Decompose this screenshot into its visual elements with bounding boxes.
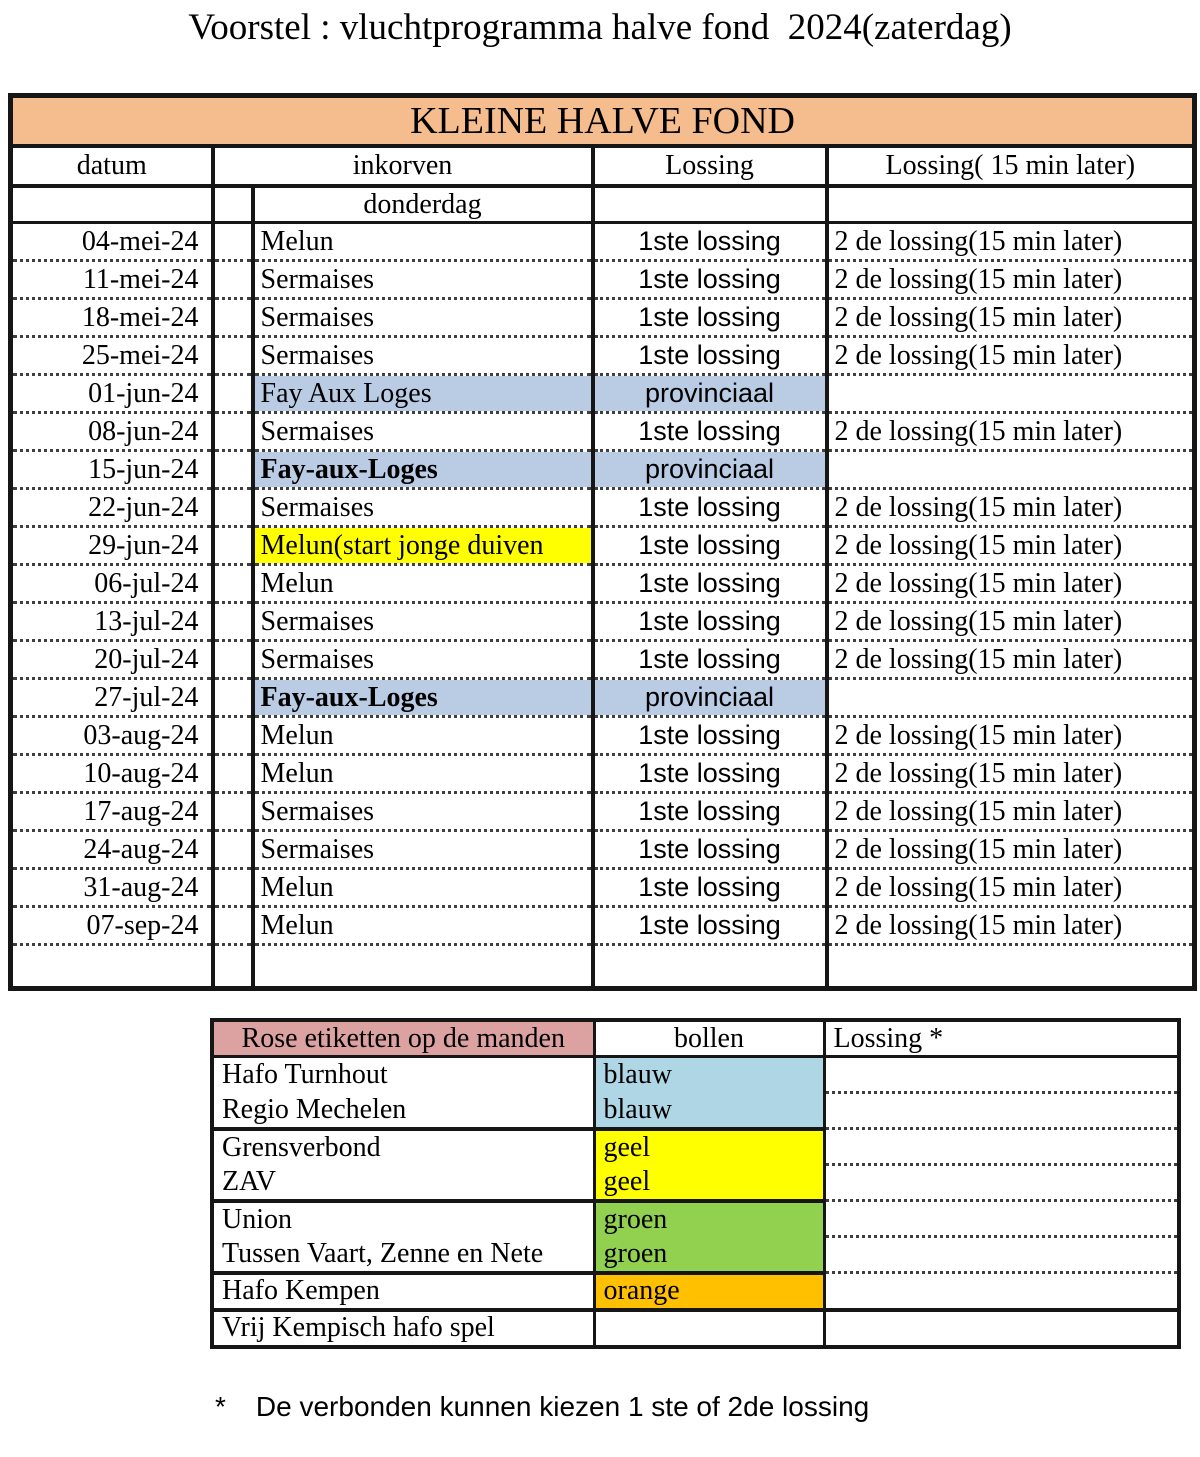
bol-cell: geel [594, 1165, 824, 1201]
lossing-cell [824, 1129, 1179, 1165]
bol-cell: groen [594, 1201, 824, 1237]
flight-row [11, 869, 1195, 907]
date-cell: 24-aug-24 [11, 831, 213, 869]
club-cell: Grensverbond [212, 1129, 594, 1165]
lossing-cell [824, 1093, 1179, 1129]
date-cell: 25-mei-24 [11, 337, 213, 375]
basketing-cell: Melun [253, 907, 593, 945]
lossing-cell [824, 1165, 1179, 1201]
release-later-cell: 2 de lossing(15 min later) [827, 831, 1195, 869]
legend-row [212, 1165, 1179, 1201]
basketing-cell: Sermaises [253, 299, 593, 337]
spacer-cell [213, 299, 253, 337]
date-cell: 20-jul-24 [11, 641, 213, 679]
flight-row [11, 527, 1195, 565]
footnote-text: De verbonden kunnen kiezen 1 ste of 2de lossing [255, 1390, 870, 1422]
document-title: Voorstel : vluchtprogramma halve fond 2024(zaterdag) [188, 7, 1012, 48]
basketing-cell: Fay Aux Loges [253, 375, 593, 413]
flight-row [11, 603, 1195, 641]
legend-row [212, 1237, 1179, 1273]
spacer-cell [213, 565, 253, 603]
spacer-cell [213, 451, 253, 489]
basketing-cell [253, 945, 593, 989]
basketing-cell: Fay-aux-Loges [253, 679, 593, 717]
legend-row [212, 1201, 1179, 1237]
legend-row [212, 1310, 1179, 1347]
flight-row [11, 641, 1195, 679]
release-cell: 1ste lossing [593, 869, 827, 907]
release-later-cell: 2 de lossing(15 min later) [827, 527, 1195, 565]
release-later-cell [827, 945, 1195, 989]
day-subheader-row [11, 186, 1195, 223]
release-cell: 1ste lossing [593, 565, 827, 603]
flight-row [11, 451, 1195, 489]
release-later-cell: 2 de lossing(15 min later) [827, 793, 1195, 831]
flight-row [11, 907, 1195, 945]
date-cell: 04-mei-24 [11, 223, 213, 261]
date-cell: 01-jun-24 [11, 375, 213, 413]
date-cell: 11-mei-24 [11, 261, 213, 299]
legend-header-labels: Rose etiketten op de manden [212, 1020, 594, 1057]
basketing-cell: Sermaises [253, 831, 593, 869]
bol-cell [594, 1310, 824, 1347]
day-subheader: donderdag [253, 186, 593, 223]
flight-row [11, 413, 1195, 451]
release-cell: 1ste lossing [593, 223, 827, 261]
date-cell: 27-jul-24 [11, 679, 213, 717]
release-later-cell: 2 de lossing(15 min later) [827, 223, 1195, 261]
basketing-cell: Melun [253, 717, 593, 755]
date-cell: 22-jun-24 [11, 489, 213, 527]
basketing-cell: Melun [253, 755, 593, 793]
flight-row [11, 565, 1195, 603]
footnote-marker: * [215, 1390, 226, 1422]
basketing-cell: Melun(start jonge duiven [253, 527, 593, 565]
legend-table-body [212, 1057, 1179, 1347]
release-cell: 1ste lossing [593, 261, 827, 299]
release-later-cell: 2 de lossing(15 min later) [827, 489, 1195, 527]
basketing-cell: Sermaises [253, 337, 593, 375]
basketing-cell: Sermaises [253, 641, 593, 679]
release-cell: 1ste lossing [593, 299, 827, 337]
release-later-cell: 2 de lossing(15 min later) [827, 717, 1195, 755]
lossing-cell [824, 1201, 1179, 1237]
lossing-cell [824, 1237, 1179, 1273]
lossing-cell [824, 1273, 1179, 1310]
col-header-lossing: Lossing [593, 146, 827, 186]
release-later-cell: 2 de lossing(15 min later) [827, 413, 1195, 451]
basketing-cell: Fay-aux-Loges [253, 451, 593, 489]
footnote [0, 1391, 1200, 1423]
date-cell: 08-jun-24 [11, 413, 213, 451]
legend-table [210, 1018, 1181, 1349]
spacer-cell [213, 261, 253, 299]
spacer-cell [213, 755, 253, 793]
legend-row [212, 1273, 1179, 1310]
club-cell: Hafo Kempen [212, 1273, 594, 1310]
release-cell: 1ste lossing [593, 337, 827, 375]
main-table-banner-row [11, 96, 1195, 147]
lossing-cell [824, 1310, 1179, 1347]
basketing-cell: Sermaises [253, 261, 593, 299]
release-cell: 1ste lossing [593, 413, 827, 451]
release-cell [593, 186, 827, 223]
bol-cell: blauw [594, 1093, 824, 1129]
date-cell: 18-mei-24 [11, 299, 213, 337]
release-later-cell: 2 de lossing(15 min later) [827, 299, 1195, 337]
club-cell: Tussen Vaart, Zenne en Nete [212, 1237, 594, 1273]
release-cell: provinciaal [593, 679, 827, 717]
release-later-cell: 2 de lossing(15 min later) [827, 337, 1195, 375]
basketing-cell: Sermaises [253, 413, 593, 451]
release-cell: 1ste lossing [593, 793, 827, 831]
basketing-cell: Melun [253, 565, 593, 603]
bol-cell: blauw [594, 1057, 824, 1093]
spacer-cell [213, 375, 253, 413]
release-later-cell: 2 de lossing(15 min later) [827, 641, 1195, 679]
spacer-cell [213, 717, 253, 755]
flight-row [11, 261, 1195, 299]
col-header-inkorven: inkorven [213, 146, 593, 186]
club-cell: Union [212, 1201, 594, 1237]
date-cell [11, 186, 213, 223]
spacer-cell [213, 907, 253, 945]
flight-row [11, 679, 1195, 717]
flight-row [11, 755, 1195, 793]
legend-header-lossing: Lossing * [824, 1020, 1179, 1057]
basketing-cell: Sermaises [253, 489, 593, 527]
flight-row [11, 375, 1195, 413]
release-later-cell: 2 de lossing(15 min later) [827, 755, 1195, 793]
release-later-cell: 2 de lossing(15 min later) [827, 565, 1195, 603]
release-later-cell [827, 186, 1195, 223]
spacer-cell [213, 489, 253, 527]
release-cell: 1ste lossing [593, 489, 827, 527]
spacer-cell [213, 413, 253, 451]
spacer-cell [213, 869, 253, 907]
spacer-cell [213, 641, 253, 679]
release-cell: 1ste lossing [593, 641, 827, 679]
bol-cell: geel [594, 1129, 824, 1165]
date-cell [11, 945, 213, 989]
club-cell: ZAV [212, 1165, 594, 1201]
spacer-cell [213, 831, 253, 869]
flight-row [11, 831, 1195, 869]
release-later-cell: 2 de lossing(15 min later) [827, 869, 1195, 907]
release-later-cell: 2 de lossing(15 min later) [827, 907, 1195, 945]
release-later-cell [827, 679, 1195, 717]
main-table [8, 93, 1197, 991]
col-header-datum: datum [11, 146, 213, 186]
bol-cell: groen [594, 1237, 824, 1273]
release-cell: provinciaal [593, 451, 827, 489]
col-header-lossing-later: Lossing( 15 min later) [827, 146, 1195, 186]
release-cell: 1ste lossing [593, 907, 827, 945]
date-cell: 17-aug-24 [11, 793, 213, 831]
spacer-cell [213, 603, 253, 641]
date-cell: 29-jun-24 [11, 527, 213, 565]
bol-cell: orange [594, 1273, 824, 1310]
spacer-cell [213, 223, 253, 261]
date-cell: 07-sep-24 [11, 907, 213, 945]
legend-header-row [212, 1020, 1179, 1057]
main-table-body [11, 223, 1195, 989]
flight-row [11, 945, 1195, 989]
release-cell: 1ste lossing [593, 527, 827, 565]
basketing-cell: Sermaises [253, 603, 593, 641]
flight-row [11, 223, 1195, 261]
release-later-cell [827, 375, 1195, 413]
release-cell: 1ste lossing [593, 831, 827, 869]
date-cell: 06-jul-24 [11, 565, 213, 603]
spacer-cell [213, 337, 253, 375]
date-cell: 13-jul-24 [11, 603, 213, 641]
date-cell: 15-jun-24 [11, 451, 213, 489]
release-cell: provinciaal [593, 375, 827, 413]
legend-row [212, 1093, 1179, 1129]
release-later-cell [827, 451, 1195, 489]
release-cell: 1ste lossing [593, 603, 827, 641]
spacer-cell [213, 527, 253, 565]
flight-row [11, 489, 1195, 527]
legend-row [212, 1129, 1179, 1165]
date-cell: 31-aug-24 [11, 869, 213, 907]
basketing-cell: Melun [253, 223, 593, 261]
date-cell: 03-aug-24 [11, 717, 213, 755]
release-cell [593, 945, 827, 989]
date-cell: 10-aug-24 [11, 755, 213, 793]
lossing-cell [824, 1057, 1179, 1093]
flight-row [11, 717, 1195, 755]
legend-header-bollen: bollen [594, 1020, 824, 1057]
basketing-cell: Melun [253, 869, 593, 907]
release-cell: 1ste lossing [593, 755, 827, 793]
spacer-cell [213, 945, 253, 989]
legend-row [212, 1057, 1179, 1093]
spacer-cell [213, 186, 253, 223]
club-cell: Hafo Turnhout [212, 1057, 594, 1093]
spacer-cell [213, 679, 253, 717]
release-later-cell: 2 de lossing(15 min later) [827, 603, 1195, 641]
main-table-header-row [11, 146, 1195, 186]
basketing-cell: Sermaises [253, 793, 593, 831]
club-cell: Regio Mechelen [212, 1093, 594, 1129]
flight-row [11, 793, 1195, 831]
release-later-cell: 2 de lossing(15 min later) [827, 261, 1195, 299]
flight-row [11, 299, 1195, 337]
document-page [0, 6, 1200, 1423]
spacer-cell [213, 793, 253, 831]
release-cell: 1ste lossing [593, 717, 827, 755]
club-cell: Vrij Kempisch hafo spel [212, 1310, 594, 1347]
main-table-title: KLEINE HALVE FOND [11, 96, 1195, 147]
flight-row [11, 337, 1195, 375]
